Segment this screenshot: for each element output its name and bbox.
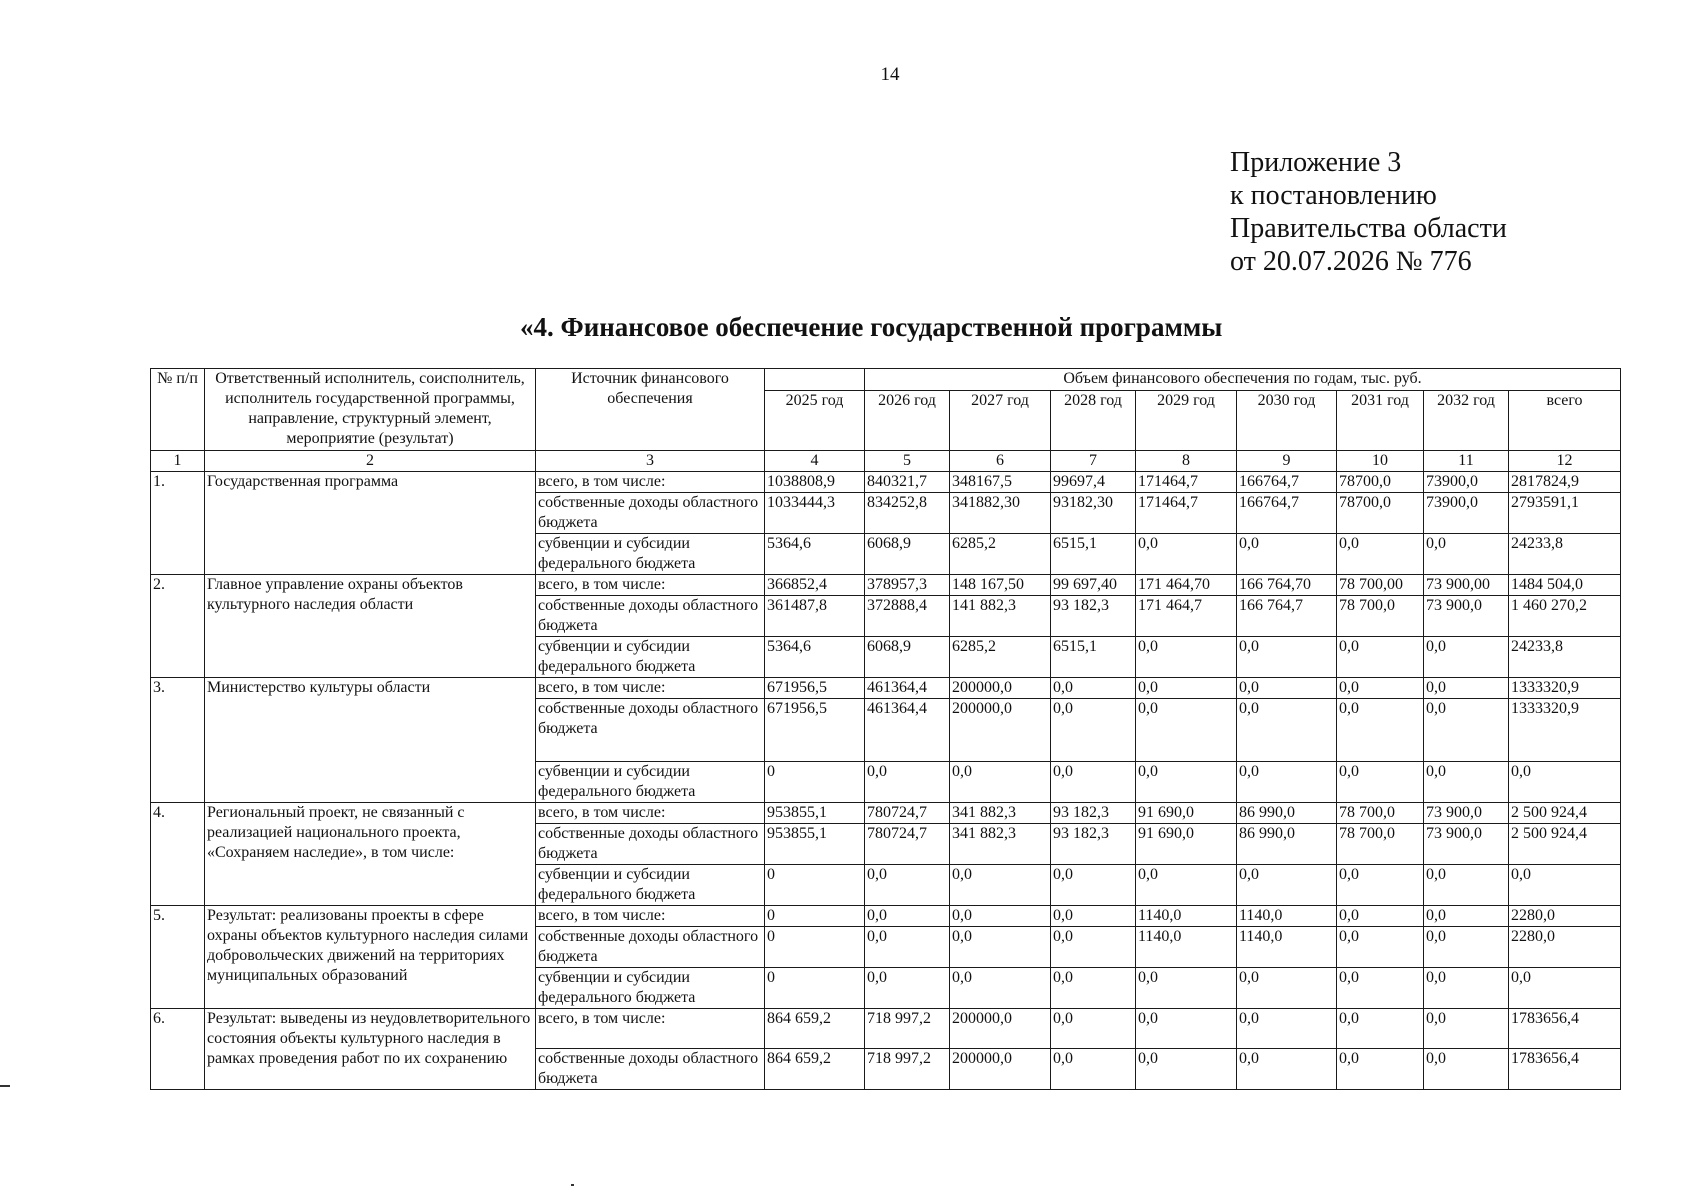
row-number: 1. [151,472,205,575]
year-value: 78700,0 [1337,493,1424,534]
year-value: 200000,0 [950,1049,1051,1090]
year-value: 78 700,0 [1337,824,1424,865]
total-value: 1333320,9 [1509,699,1621,762]
year-value: 361487,8 [765,596,865,637]
year-value: 99 697,40 [1051,575,1136,596]
total-value: 0,0 [1509,865,1621,906]
year-value: 1140,0 [1237,927,1337,968]
year-value: 0,0 [865,865,950,906]
column-number: 2 [205,451,536,472]
year-value: 0,0 [950,906,1051,927]
year-value: 1038808,9 [765,472,865,493]
table-header [151,369,1621,451]
year-value: 73900,0 [1424,493,1509,534]
year-value: 0,0 [1337,1009,1424,1049]
header-volume: Объем финансового обеспечения по годам, тыс. руб. [865,369,1621,391]
year-value: 148 167,50 [950,575,1051,596]
year-value: 141 882,3 [950,596,1051,637]
total-value: 2 500 924,4 [1509,824,1621,865]
appendix-line: Правительства области [1230,213,1507,244]
appendix-line: к постановлению [1230,180,1437,211]
header-source: Источник финансового обеспечения [536,369,765,451]
column-number: 5 [865,451,950,472]
table-row [151,472,1621,493]
year-value: 6515,1 [1051,534,1136,575]
year-value: 0,0 [865,968,950,1009]
year-value: 671956,5 [765,678,865,699]
year-value: 73900,0 [1424,472,1509,493]
year-value: 366852,4 [765,575,865,596]
year-value: 461364,4 [865,678,950,699]
year-value: 0 [765,968,865,1009]
header-year: 2027 год [950,391,1051,451]
year-value: 200000,0 [950,699,1051,762]
year-value: 0 [765,865,865,906]
table-row [151,678,1621,699]
year-value: 93 182,3 [1051,824,1136,865]
header-num: № п/п [151,369,205,451]
table-row [151,906,1621,927]
year-value: 780724,7 [865,824,950,865]
document-title: «4. Финансовое обеспечение государственной программы [520,312,1223,342]
year-value: 0,0 [1424,906,1509,927]
header-year: 2031 год [1337,391,1424,451]
year-value: 0,0 [1051,1049,1136,1090]
year-value: 0 [765,906,865,927]
year-value: 864 659,2 [765,1009,865,1049]
year-value: 6068,9 [865,534,950,575]
total-value: 1484 504,0 [1509,575,1621,596]
total-value: 1333320,9 [1509,678,1621,699]
year-value: 0,0 [1337,927,1424,968]
total-value: 2280,0 [1509,906,1621,927]
year-value: 0,0 [1337,906,1424,927]
year-value: 91 690,0 [1136,803,1237,824]
year-value: 0,0 [1237,534,1337,575]
year-value: 0,0 [1424,1049,1509,1090]
year-value: 0,0 [1424,865,1509,906]
year-value: 0,0 [1136,1049,1237,1090]
year-value: 0,0 [1051,968,1136,1009]
column-number: 11 [1424,451,1509,472]
total-value: 0,0 [1509,762,1621,803]
executor-name: Министерство культуры области [205,678,536,803]
year-value: 86 990,0 [1237,824,1337,865]
column-number: 7 [1051,451,1136,472]
year-value: 0,0 [1337,865,1424,906]
row-number: 5. [151,906,205,1009]
funding-source: собственные доходы областного бюджета [536,927,765,968]
year-value: 73 900,0 [1424,824,1509,865]
year-value: 0,0 [1136,699,1237,762]
row-number: 6. [151,1009,205,1090]
total-value: 0,0 [1509,968,1621,1009]
year-value: 953855,1 [765,803,865,824]
year-value: 718 997,2 [865,1049,950,1090]
year-value: 93 182,3 [1051,596,1136,637]
year-value: 0,0 [1136,678,1237,699]
year-value: 341882,30 [950,493,1051,534]
year-value: 671956,5 [765,699,865,762]
executor-name: Региональный проект, не связанный с реализацией национального проекта, «Сохраняем наследие», в том числе: [205,803,536,906]
year-value: 0,0 [1237,968,1337,1009]
header-blank [765,369,865,391]
column-number: 1 [151,451,205,472]
year-value: 1140,0 [1136,906,1237,927]
column-number: 4 [765,451,865,472]
funding-source: субвенции и субсидии федерального бюджета [536,968,765,1009]
total-value: 2 500 924,4 [1509,803,1621,824]
year-value: 0,0 [1424,1009,1509,1049]
header-year: 2032 год [1424,391,1509,451]
year-value: 78 700,0 [1337,596,1424,637]
header-total: всего [1509,391,1621,451]
appendix-line: Приложение 3 [1230,147,1402,178]
year-value: 0 [765,762,865,803]
year-value: 864 659,2 [765,1049,865,1090]
total-value: 24233,8 [1509,534,1621,575]
funding-source: субвенции и субсидии федерального бюджета [536,762,765,803]
year-value: 6285,2 [950,637,1051,678]
funding-source: собственные доходы областного бюджета [536,824,765,865]
year-value: 0,0 [1424,927,1509,968]
year-value: 78700,0 [1337,472,1424,493]
year-value: 0,0 [1337,637,1424,678]
funding-source: собственные доходы областного бюджета [536,493,765,534]
total-value: 2280,0 [1509,927,1621,968]
row-number: 3. [151,678,205,803]
year-value: 0,0 [865,927,950,968]
year-value: 0,0 [1237,637,1337,678]
funding-source: субвенции и субсидии федерального бюджета [536,637,765,678]
year-value: 0,0 [1424,678,1509,699]
row-number: 2. [151,575,205,678]
year-value: 0,0 [950,968,1051,1009]
year-value: 0,0 [1051,1009,1136,1049]
year-value: 5364,6 [765,534,865,575]
year-value: 200000,0 [950,678,1051,699]
table-row [151,803,1621,824]
funding-source: собственные доходы областного бюджета [536,1049,765,1090]
year-value: 0,0 [1136,968,1237,1009]
year-value: 0,0 [1424,637,1509,678]
table-row [151,575,1621,596]
year-value: 341 882,3 [950,803,1051,824]
year-value: 0,0 [1424,762,1509,803]
year-value: 0,0 [865,762,950,803]
funding-source: всего, в том числе: [536,472,765,493]
row-number: 4. [151,803,205,906]
year-value: 0,0 [1237,1009,1337,1049]
year-value: 200000,0 [950,1009,1051,1049]
year-value: 171 464,70 [1136,575,1237,596]
page-number: 14 [880,64,900,85]
year-value: 0,0 [1237,865,1337,906]
year-value: 0,0 [1337,678,1424,699]
funding-source: всего, в том числе: [536,906,765,927]
financing-table [150,368,1621,1090]
year-value: 1033444,3 [765,493,865,534]
year-value: 0,0 [1337,1049,1424,1090]
column-number: 10 [1337,451,1424,472]
year-value: 6068,9 [865,637,950,678]
column-number: 8 [1136,451,1237,472]
total-value: 2817824,9 [1509,472,1621,493]
funding-source: собственные доходы областного бюджета [536,699,765,762]
year-value: 5364,6 [765,637,865,678]
year-value: 0,0 [1051,865,1136,906]
year-value: 0,0 [1136,637,1237,678]
year-value: 0,0 [1237,678,1337,699]
table-row [151,1009,1621,1049]
appendix-block [1230,146,1507,278]
funding-source: всего, в том числе: [536,575,765,596]
executor-name: Результат: выведены из неудовлетворительного состояния объекты культурного наследия в рамках проведения работ по их сохранению [205,1009,536,1090]
year-value: 0,0 [1136,1009,1237,1049]
year-value: 0 [765,927,865,968]
year-value: 0,0 [1051,678,1136,699]
year-value: 0,0 [1237,1049,1337,1090]
funding-source: всего, в том числе: [536,678,765,699]
column-number: 6 [950,451,1051,472]
total-value: 1 460 270,2 [1509,596,1621,637]
year-value: 166764,7 [1237,472,1337,493]
year-value: 0,0 [1051,906,1136,927]
year-value: 0,0 [1337,762,1424,803]
year-value: 834252,8 [865,493,950,534]
year-value: 166 764,70 [1237,575,1337,596]
year-value: 78 700,00 [1337,575,1424,596]
year-value: 0,0 [1424,699,1509,762]
total-value: 1783656,4 [1509,1049,1621,1090]
executor-name: Государственная программа [205,472,536,575]
header-executor: Ответственный исполнитель, соисполнитель, исполнитель государственной программы, направление, структурный элемент, мероприятие (результат) [205,369,536,451]
year-value: 0,0 [1237,699,1337,762]
total-value: 24233,8 [1509,637,1621,678]
year-value: 166764,7 [1237,493,1337,534]
funding-source: собственные доходы областного бюджета [536,596,765,637]
year-value: 0,0 [1424,968,1509,1009]
year-value: 91 690,0 [1136,824,1237,865]
header-year: 2029 год [1136,391,1237,451]
year-value: 86 990,0 [1237,803,1337,824]
executor-name: Результат: реализованы проекты в сфере охраны объектов культурного наследия силами добровольческих движений на территориях муниципальных образований [205,906,536,1009]
year-value: 0,0 [1337,699,1424,762]
year-value: 6515,1 [1051,637,1136,678]
year-value: 953855,1 [765,824,865,865]
scan-mark [571,1184,574,1186]
executor-name: Главное управление охраны объектов культурного наследия области [205,575,536,678]
year-value: 840321,7 [865,472,950,493]
year-value: 0,0 [950,865,1051,906]
year-value: 171464,7 [1136,493,1237,534]
year-value: 718 997,2 [865,1009,950,1049]
funding-source: всего, в том числе: [536,1009,765,1049]
funding-source: субвенции и субсидии федерального бюджета [536,865,765,906]
year-value: 171464,7 [1136,472,1237,493]
funding-source: всего, в том числе: [536,803,765,824]
year-value: 0,0 [1337,534,1424,575]
table-body [151,451,1621,1090]
year-value: 166 764,7 [1237,596,1337,637]
year-value: 0,0 [865,906,950,927]
year-value: 1140,0 [1136,927,1237,968]
column-number-row [151,451,1621,472]
total-value: 1783656,4 [1509,1009,1621,1049]
year-value: 73 900,0 [1424,596,1509,637]
column-number: 3 [536,451,765,472]
scan-mark [0,1085,10,1087]
header-year: 2025 год [765,391,865,451]
column-number: 12 [1509,451,1621,472]
year-value: 6285,2 [950,534,1051,575]
year-value: 93 182,3 [1051,803,1136,824]
year-value: 78 700,0 [1337,803,1424,824]
funding-source: субвенции и субсидии федерального бюджета [536,534,765,575]
year-value: 171 464,7 [1136,596,1237,637]
year-value: 73 900,00 [1424,575,1509,596]
year-value: 0,0 [1051,927,1136,968]
year-value: 0,0 [950,762,1051,803]
year-value: 0,0 [1337,968,1424,1009]
year-value: 348167,5 [950,472,1051,493]
header-year: 2026 год [865,391,950,451]
year-value: 73 900,0 [1424,803,1509,824]
year-value: 0,0 [1424,534,1509,575]
year-value: 378957,3 [865,575,950,596]
year-value: 1140,0 [1237,906,1337,927]
appendix-line: от 20.07.2026 № 776 [1230,246,1472,277]
header-year: 2028 год [1051,391,1136,451]
year-value: 0,0 [1237,762,1337,803]
header-year: 2030 год [1237,391,1337,451]
year-value: 0,0 [1051,699,1136,762]
year-value: 461364,4 [865,699,950,762]
year-value: 0,0 [950,927,1051,968]
year-value: 0,0 [1136,534,1237,575]
year-value: 93182,30 [1051,493,1136,534]
year-value: 341 882,3 [950,824,1051,865]
total-value: 2793591,1 [1509,493,1621,534]
year-value: 780724,7 [865,803,950,824]
year-value: 0,0 [1136,762,1237,803]
year-value: 0,0 [1136,865,1237,906]
year-value: 372888,4 [865,596,950,637]
year-value: 99697,4 [1051,472,1136,493]
year-value: 0,0 [1051,762,1136,803]
column-number: 9 [1237,451,1337,472]
